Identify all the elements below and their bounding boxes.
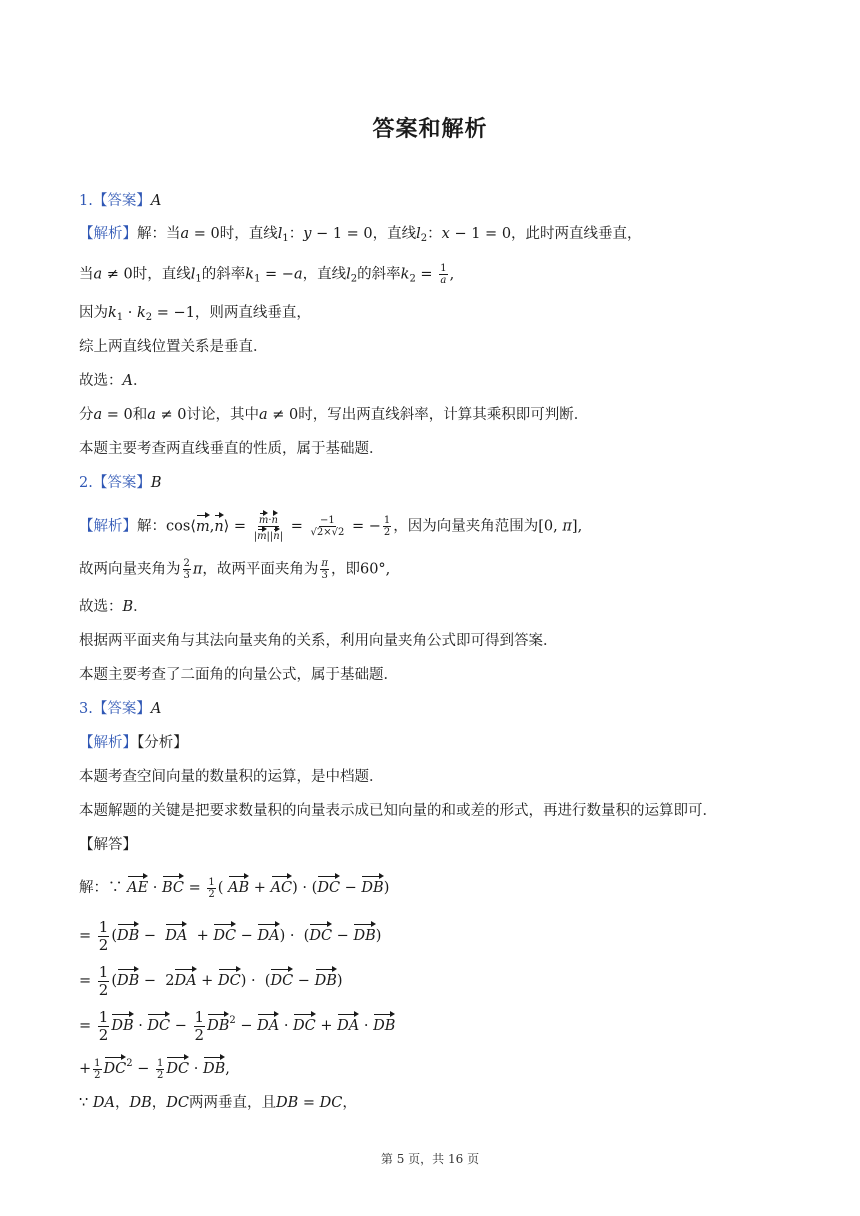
q1-analysis-line-4: 综上两直线位置关系是垂直．: [79, 339, 268, 355]
q3-analysis-header: [79, 733, 188, 753]
text: 故选：: [79, 373, 123, 389]
fraction: $\frac{-1}{√2\times√2}$: [310, 515, 345, 538]
text: ，故两平面夹角为: [202, 561, 319, 578]
q1-analysis-line-1: 【解析】解：当a = 0时，直线$l_1$：y − 1 = 0，直线$l_2$：x − 1 = 0，此时两直线垂直，: [79, 226, 642, 244]
text: ：: [288, 226, 304, 242]
formula: l: [346, 266, 351, 283]
formula: a: [293, 266, 303, 283]
q3-analysis-line-1: 本题考查空间向量的数量积的运算，是中档题．: [79, 769, 384, 785]
formula: l: [277, 226, 283, 242]
q2-answer-line: [79, 473, 162, 493]
formula: y: [303, 226, 312, 242]
text: 解：: [79, 880, 108, 896]
q1-analysis-line-2: 当a ≠ 0时，直线$l_1$的斜率$k_1 = -a$，直线$l_2$的斜率$k_2$ = $\frac{1}{a}$ ,: [79, 263, 455, 286]
q2-number: 2.: [79, 475, 93, 491]
q1-answer: A: [150, 193, 162, 209]
text: 因为: [79, 305, 108, 321]
q1-number: 1.: [79, 193, 93, 209]
formula: a: [93, 407, 103, 423]
q3-solution-line-5: + $\frac{1}{2}$ $DC^2$ − $\frac{1}{2}$ DC · DB,: [79, 1054, 230, 1081]
formula: x: [441, 226, 450, 242]
formula: k: [108, 305, 117, 321]
q3-answer: A: [150, 701, 162, 717]
text: 分: [79, 407, 94, 423]
q3-answer-label: 【答案】: [92, 701, 151, 717]
q3-analysis-tag: 【分析】: [137, 735, 188, 751]
formula: k: [400, 266, 410, 283]
text: 时，直线: [132, 266, 191, 283]
fraction: $\frac{m\cdot n}{|m||n|}$: [253, 511, 284, 542]
formula: B: [122, 599, 134, 615]
q3-solve-tag: 【解答】: [79, 837, 137, 853]
q1-answer-line: [79, 191, 161, 211]
q1-analysis-label: 【解析】: [79, 226, 137, 242]
text: ，因为向量夹角范围为: [393, 518, 539, 535]
page-title: 答案和解析: [372, 117, 488, 142]
formula: l: [416, 226, 421, 242]
page-footer: 第 5 页，共 16 页: [380, 1152, 480, 1166]
text: 时，直线: [219, 226, 278, 242]
vector: m: [196, 513, 210, 537]
q3-answer-line: [79, 699, 161, 719]
text: 的斜率: [201, 266, 246, 283]
q3-solution-line-6: ∵ DA，DB，DC两两垂直，且DB = DC，: [79, 1095, 357, 1111]
q2-analysis-line-2: 故两向量夹角为 $\frac{2}{3}$ π，故两平面夹角为 $\frac{\pi}{3}$ ，即60°,: [79, 558, 391, 581]
text: ，则两直线垂直，: [194, 305, 311, 321]
q2-analysis-line-3: [79, 597, 148, 617]
q1-analysis-line-6: 分a = 0和a ≠ 0讨论，其中a ≠ 0时，写出两直线斜率，计算其乘积即可判断．: [79, 407, 589, 423]
q3-solution-line-3: = $\frac{1}{2}$ (DB − 2DA + DC) · (DC − DB): [79, 963, 343, 999]
q1-analysis-line-7: 本题主要考查两直线垂直的性质，属于基础题．: [79, 441, 384, 457]
formula: l: [190, 266, 196, 283]
formula: a: [259, 407, 268, 423]
text: ．: [133, 599, 148, 615]
q1-analysis-line-3: 因为$k_1 \cdot k_2 = -1$，则两直线垂直，: [79, 305, 311, 323]
q3-analysis-line-2: 本题解题的关键是把要求数量积的向量表示成已知向量的和或差的形式，再进行数量积的运算即可．: [79, 803, 717, 819]
text: ．: [132, 373, 148, 389]
formula: A: [122, 373, 133, 389]
text: ，此时两直线垂直，: [511, 226, 642, 242]
formula: a: [180, 226, 190, 242]
text: 的斜率: [357, 266, 401, 283]
q2-analysis-label: 【解析】: [79, 518, 137, 535]
q2-answer: B: [150, 475, 162, 491]
formula: a: [147, 407, 156, 423]
q3-number: 3.: [79, 701, 93, 717]
q3-solution-line-4: = $\frac{1}{2}$ DB · DC − $\frac{1}{2}$ $DB^2$ − DA · DC + DA · DB: [79, 1008, 396, 1044]
q2-analysis-line-5: 本题主要考查了二面角的向量公式，属于基础题．: [79, 667, 398, 683]
text: 和: [132, 407, 148, 423]
text: ：: [427, 226, 442, 242]
fraction: $\frac{\pi}{3}$: [321, 558, 328, 581]
q3-solution-line-2: = $\frac{1}{2}$ (DB − DA + DC − DA) · (DC − DB): [79, 918, 382, 954]
q3-analysis-label: 【解析】: [79, 735, 137, 751]
vector: n: [214, 513, 223, 537]
text: 时，写出两直线斜率，计算其乘积即可判断．: [298, 407, 589, 423]
q1-analysis-line-5: [79, 371, 147, 391]
fraction: $\frac{1}{a}$: [440, 263, 447, 286]
text: 当: [79, 266, 94, 283]
fraction: $\frac{2}{3}$: [183, 558, 190, 581]
fraction: $\frac{1}{2}$: [383, 515, 391, 538]
text: ，即: [330, 561, 360, 578]
text: 两两垂直，且: [188, 1095, 276, 1111]
formula: k: [137, 305, 146, 321]
text: ，直线: [302, 266, 347, 283]
text: 解：: [137, 518, 166, 535]
q1-answer-label: 【答案】: [92, 193, 151, 209]
q2-analysis-line-4: 根据两平面夹角与其法向量夹角的关系，利用向量夹角公式即可得到答案．: [79, 633, 558, 649]
text: 解：当: [137, 226, 181, 242]
q3-solution-line-1: 解：∵ AE · BC = $\frac{1}{2}$ ( AB + AC) · (DC − DB): [79, 874, 389, 900]
q2-answer-label: 【答案】: [92, 475, 151, 491]
text: ，直线: [372, 226, 417, 242]
q2-analysis-line-1: 【解析】解：cos⟨m,n⟩ = $\frac{m\cdot n}{|m||n|}$ = $\frac{-1}{√2\times√2}$ = − $\frac{1}{2}$ ，因为向量夹角范围为[0, π],: [79, 511, 582, 542]
text: 故两向量夹角为: [79, 561, 181, 578]
formula: k: [245, 266, 255, 283]
formula: a: [93, 266, 103, 283]
text: 讨论，其中: [186, 407, 259, 423]
text: 故选：: [79, 599, 123, 615]
